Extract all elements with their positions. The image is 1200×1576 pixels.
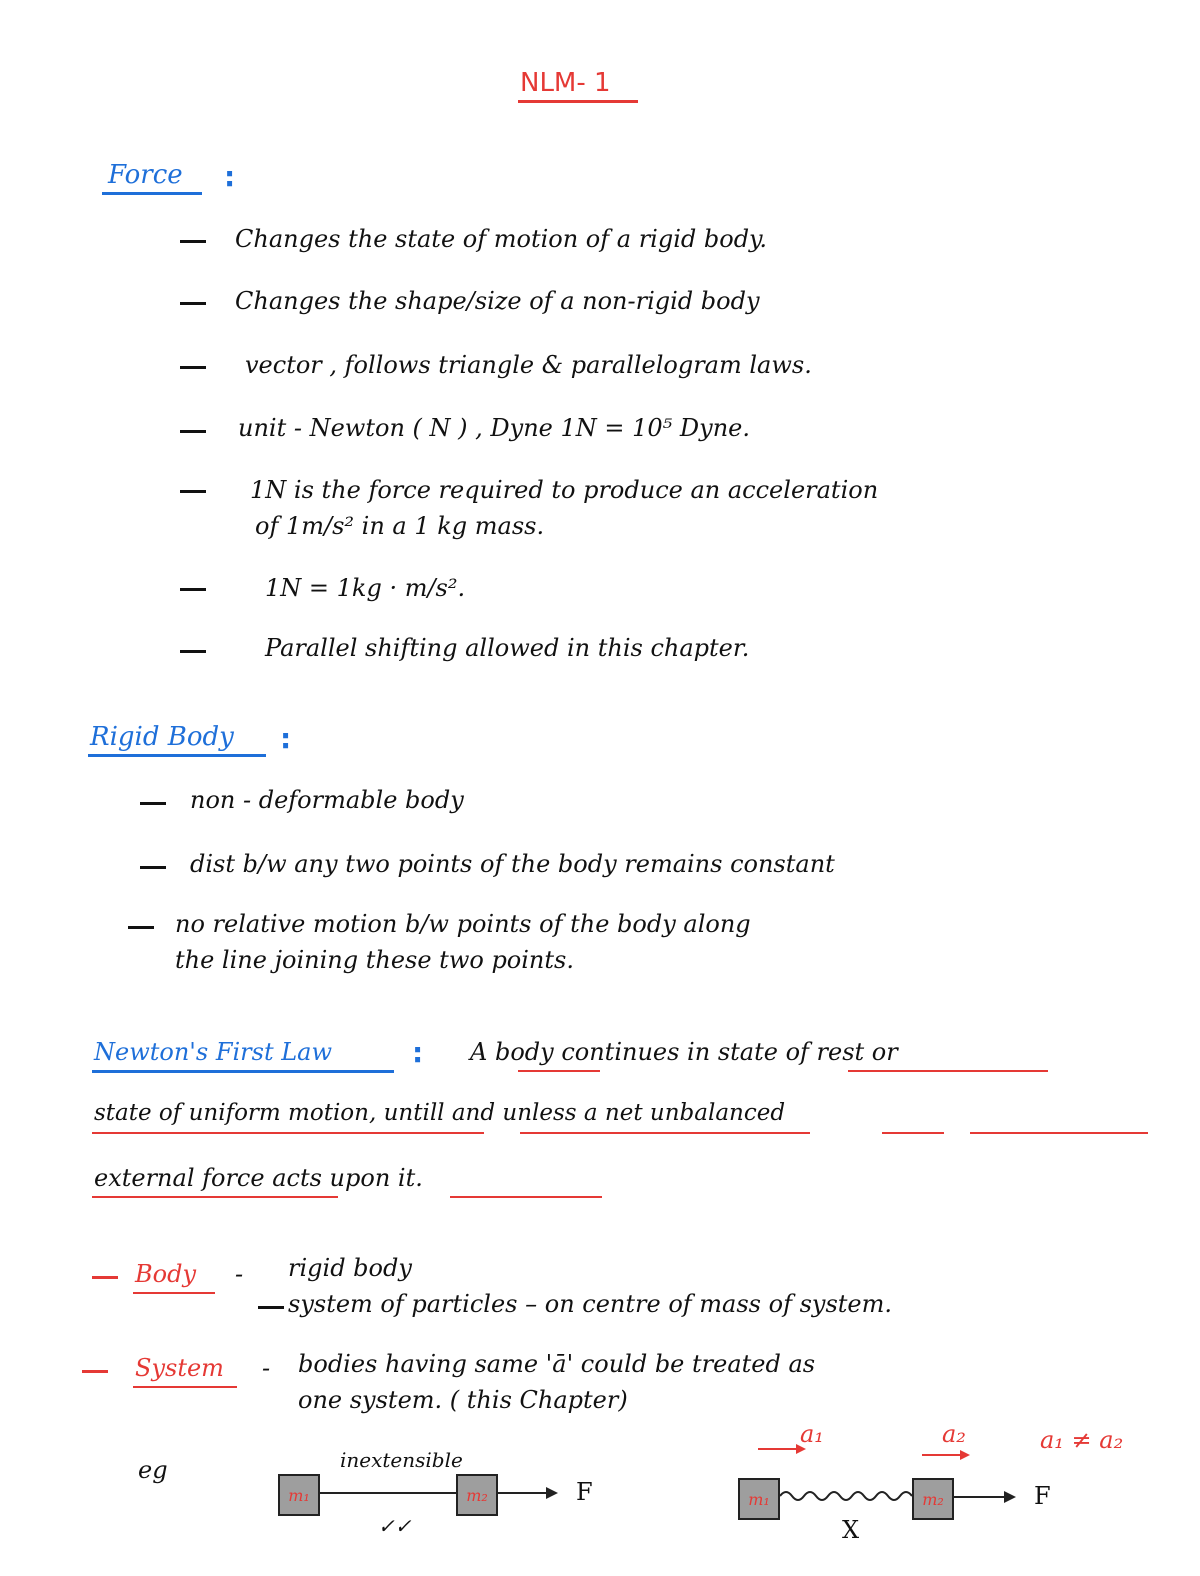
rigid-body-colon: :	[280, 722, 292, 755]
underline-untill-unless	[520, 1132, 810, 1134]
first-law-underline	[92, 1070, 394, 1073]
force-arrow-shaft-right	[954, 1496, 1006, 1498]
block-m2	[456, 1474, 498, 1516]
inextensible-string	[320, 1492, 456, 1494]
system-label-underline	[133, 1386, 237, 1388]
inextensible-label: inextensible	[340, 1448, 463, 1472]
force-arrowhead	[546, 1487, 558, 1499]
force-arrow-shaft	[498, 1492, 548, 1494]
first-law-colon: :	[412, 1036, 424, 1069]
force-point-1: Changes the state of motion of a rigid body.	[235, 225, 768, 253]
force-heading: Force	[108, 160, 183, 190]
bullet-dash	[180, 490, 206, 493]
underline-body	[518, 1070, 600, 1072]
a1-label: a₁	[800, 1420, 824, 1448]
a1-neq-a2: a₁ ≠ a₂	[1040, 1426, 1124, 1454]
first-law-line-2: state of uniform motion, untill and unless a net unbalanced	[94, 1100, 786, 1126]
force-point-7: Parallel shifting allowed in this chapter.	[265, 634, 750, 662]
bullet-dash	[180, 240, 206, 243]
block-m2-label: m₂	[466, 1485, 488, 1505]
bullet-dash	[128, 926, 154, 929]
check-mark: ✓✓	[378, 1514, 412, 1538]
force-point-2: Changes the shape/size of a non-rigid body	[235, 287, 760, 315]
underline-unbalanced	[970, 1132, 1148, 1134]
a2-arrowhead	[960, 1450, 970, 1460]
body-separator: -	[235, 1260, 244, 1288]
first-law-heading: Newton's First Law	[94, 1038, 333, 1066]
system-separator: -	[262, 1354, 271, 1382]
force-point-5-cont: of 1m/s² in a 1 kg mass.	[255, 512, 545, 540]
bullet-dash	[140, 866, 166, 869]
block-m1-right-label: m₁	[748, 1489, 770, 1509]
rigid-point-3-cont: the line joining these two points.	[175, 946, 574, 974]
first-law-line-3: external force acts upon it.	[94, 1164, 423, 1192]
title-underline	[518, 100, 638, 103]
underline-uniform-motion	[92, 1132, 484, 1134]
bullet-dash	[140, 802, 166, 805]
page-title: NLM- 1	[520, 68, 611, 98]
body-label: Body	[135, 1260, 197, 1288]
rigid-body-underline	[88, 754, 266, 757]
system-line-1: bodies having same 'ā' could be treated as	[298, 1350, 816, 1378]
extensible-spring	[780, 1486, 912, 1506]
bullet-dash	[180, 302, 206, 305]
rigid-point-2: dist b/w any two points of the body remains constant	[190, 850, 835, 878]
underline-state-of-rest	[848, 1070, 1048, 1072]
force-point-5: 1N is the force required to produce an acceleration	[250, 476, 879, 504]
body-item-1: rigid body	[288, 1254, 412, 1282]
block-m2-right	[912, 1478, 954, 1520]
first-law-line-1: A body continues in state of rest or	[470, 1038, 898, 1066]
force-arrowhead-right	[1004, 1491, 1016, 1503]
system-label: System	[135, 1354, 224, 1382]
force-label-right: F	[1034, 1482, 1051, 1510]
block-m1-right	[738, 1478, 780, 1520]
underline-external-force	[92, 1196, 338, 1198]
eg-label: eg	[138, 1456, 168, 1484]
bullet-dash	[180, 650, 206, 653]
force-point-6: 1N = 1kg · m/s².	[265, 574, 466, 602]
bullet-dash	[180, 366, 206, 369]
cross-mark: X	[842, 1516, 860, 1544]
a2-arrow	[922, 1454, 962, 1456]
bullet-dash	[258, 1306, 284, 1309]
block-m1-label: m₁	[288, 1485, 310, 1505]
bullet-dash-red	[92, 1276, 118, 1279]
force-point-3: vector , follows triangle & parallelogram laws.	[245, 351, 812, 379]
force-colon: :	[224, 160, 236, 193]
bullet-dash	[180, 588, 206, 591]
a1-arrow	[758, 1448, 798, 1450]
body-label-underline	[133, 1292, 215, 1294]
a2-label: a₂	[942, 1420, 966, 1448]
force-heading-underline	[102, 192, 202, 195]
body-item-2: system of particles – on centre of mass of system.	[288, 1290, 893, 1318]
rigid-point-1: non - deformable body	[190, 786, 464, 814]
bullet-dash	[180, 430, 206, 433]
force-point-4: unit - Newton ( N ) , Dyne 1N = 10⁵ Dyne.	[238, 414, 751, 442]
underline-upon-it	[450, 1196, 602, 1198]
system-line-2: one system. ( this Chapter)	[298, 1386, 628, 1414]
force-label: F	[576, 1478, 593, 1506]
bullet-dash-red	[82, 1370, 108, 1373]
rigid-body-heading: Rigid Body	[90, 722, 234, 752]
underline-net	[882, 1132, 944, 1134]
block-m1	[278, 1474, 320, 1516]
rigid-point-3: no relative motion b/w points of the body along	[175, 910, 751, 938]
block-m2-right-label: m₂	[922, 1489, 944, 1509]
